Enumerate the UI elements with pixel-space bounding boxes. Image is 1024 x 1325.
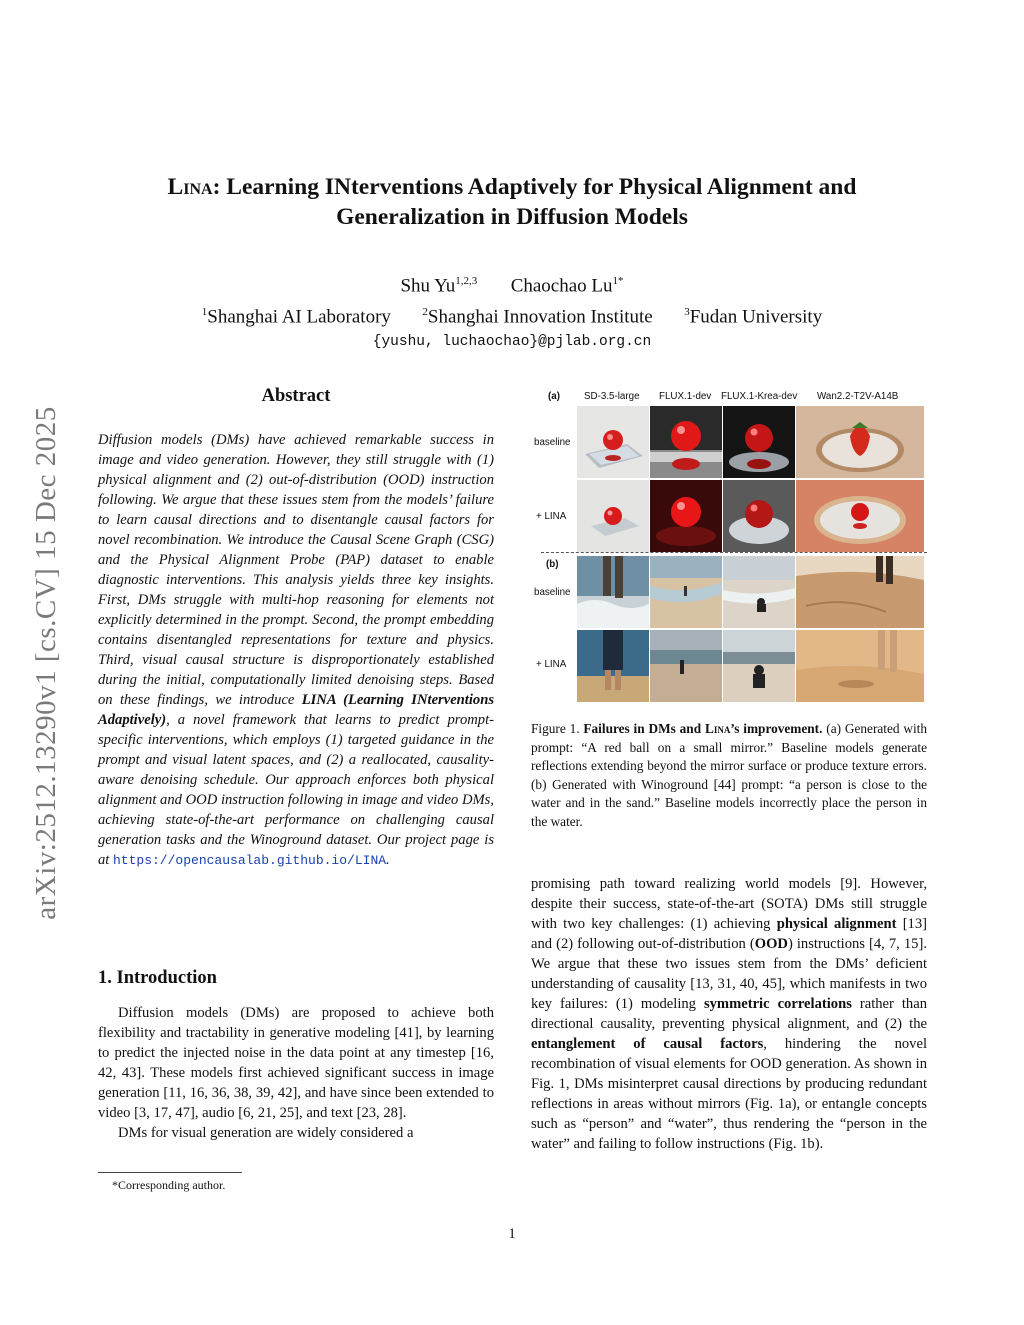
image-flux-krea-lina-ball: [723, 480, 795, 552]
column-label-flux-dev: FLUX.1-dev: [659, 391, 712, 402]
right-bold-3: symmetric correlations: [703, 996, 852, 1012]
affiliation-2: Shanghai Innovation Institute: [427, 306, 653, 328]
affiliations: [90, 299, 934, 330]
image-flux-dev-baseline-beach: [650, 556, 722, 628]
figure-1: [531, 388, 927, 706]
right-text-5: , hindering the novel recombination of visual elements for OOD generation. As shown in Fig. 1, DMs misinterpret causal directions by producing redundant reflections in areas without mirrors (Fig. 1a), or entangle concepts such as “person” and “water”, thus rendering the “person in the water” and failing to follow instructions (Fig. 1b).: [531, 1036, 927, 1152]
page-number: 1: [508, 1226, 516, 1242]
abstract-method-name: LINA (Learning INterventions Adaptively): [98, 692, 494, 728]
row-label-lina-b: + LINA: [536, 659, 567, 670]
project-page-link[interactable]: https://opencausalab.github.io/LINA: [113, 853, 387, 868]
intro-paragraph-1: Diffusion models (DMs) are proposed to achieve both flexibility and tractability in generative modeling [41], by learning to predict the injected noise in the data point at any timestep [16, 42, 43]. These models first achieved significant success in image generation [11, 16, 36, 38, 39, 42], and have since been extended to video [3, 17, 47], audio [6, 21, 25], and text [23, 28].: [98, 1005, 494, 1121]
image-flux-dev-lina-ball: [650, 480, 722, 552]
introduction-heading: 1. Introduction: [98, 968, 217, 988]
image-sd35-lina-beach: [577, 630, 649, 702]
panel-divider: [541, 552, 927, 553]
author-names: [90, 268, 934, 299]
caption-text: (a) Generated with prompt: “A red ball on a small mirror.” Baseline models generate reflections extending beyond the mirror surface or produce texture errors. (b) Generated with Winoground [44] prompt: “a person is close to the water and in the sand.” Baseline models incorrectly place the person in the water.: [531, 721, 928, 829]
right-text-3: ) instructions [4, 7, 15]. We argue that these two issues stem from the DMs’ deficient understanding of causality [13, 31, 40, 45], which manifests in two key failures: (1) modeling: [531, 936, 927, 1012]
image-sd35-baseline-ball: [577, 406, 649, 478]
right-bold-4: entanglement of causal factors: [531, 1036, 764, 1052]
panel-b-tag: (b): [546, 559, 559, 570]
image-wan-lina-ball: [796, 480, 924, 552]
right-bold-1: physical alignment: [776, 916, 897, 932]
paper-title: [90, 172, 934, 232]
affiliation-3: Fudan University: [689, 306, 823, 328]
image-wan-baseline-beach: [796, 556, 924, 628]
abstract-text-1: Diffusion models (DMs) have achieved remarkable success in image and video generation. However, they still struggle with (1) physical alignment and (2) out-of-distribution (OOD) instruction following. We argue that these issues stem from the models’ failure to learn causal directions and to disentangle causal factors for novel recombination. We introduce the Causal Scene Graph (CSG) and the Physical Alignment Probe (PAP) dataset to enable diagnostic interventions. This analysis yields three key insights. First, DMs struggle with multi-hop reasoning for elements not explicitly determined in the prompt. Second, the prompt embedding contains disentangled representations for texture and physics. Third, visual causal structure is disproportionately established during the initial, computationally limited denoising steps. Based on these findings, we introduce: [98, 432, 494, 708]
image-flux-krea-baseline-ball: [723, 406, 795, 478]
aff-3-mark: 3: [684, 306, 690, 319]
right-column-body: [531, 874, 927, 1154]
caption-label: Figure 1.: [531, 721, 580, 736]
title-method-name: Lina: [167, 174, 213, 200]
author-email: {yushu, luchaochao}@pjlab.org.cn: [372, 333, 652, 350]
title-line2: Generalization in Diffusion Models: [336, 204, 688, 230]
right-bold-2: OOD: [754, 936, 788, 952]
abstract-end: .: [386, 852, 390, 868]
author-1: Shu Yu: [400, 275, 456, 297]
caption-bold-b: ’s improvement.: [730, 721, 823, 736]
caption-method: Lina: [704, 721, 731, 736]
image-sd35-lina-ball: [577, 480, 649, 552]
author-2: Chaochao Lu: [510, 275, 613, 297]
caption-bold-a: Failures in DMs and: [583, 721, 705, 736]
author-1-affiliation: 1,2,3: [455, 275, 478, 287]
right-text-2: [13] and (2) following out-of-distribution (: [531, 916, 928, 952]
panel-a-tag: (a): [548, 391, 560, 402]
aff-2-mark: 2: [422, 306, 428, 319]
right-text-4: rather than directional causality, preventing physical alignment, and (2) the: [531, 996, 927, 1032]
aff-1-mark: 1: [201, 306, 208, 319]
right-text-1: promising path toward realizing world models [9]. However, despite their success, state-of-the-art (SOTA) DMs still struggle with two key challenges: (1) achieving: [531, 876, 927, 932]
column-label-sd35: SD-3.5-large: [584, 391, 640, 402]
image-flux-krea-lina-beach: [723, 630, 795, 702]
row-label-lina-a: + LINA: [536, 511, 567, 522]
introduction-body: [98, 1003, 494, 1143]
column-label-wan: Wan2.2-T2V-A14B: [817, 391, 899, 402]
abstract-text-2: , a novel framework that learns to predict prompt-specific interventions, which employs (1) targeted guidance in the prompt and visual latent spaces, and (2) a reallocated, causality-aware denoising schedule. Our approach enforces both physical alignment and OOD instruction following in image and video DMs, achieving state-of-the-art performance on challenging causal generation tasks and the Winoground dataset. Our project page is at: [98, 712, 494, 868]
row-label-baseline-b: baseline: [534, 587, 571, 598]
image-wan-baseline-strawberry: [796, 406, 924, 478]
abstract-heading: Abstract: [261, 386, 331, 406]
footnote: *Corresponding author.: [112, 1178, 226, 1192]
arxiv-identifier-stamp: arXiv:2512.13290v1 [cs.CV] 15 Dec 2025: [30, 406, 62, 920]
title-line1: : Learning INterventions Adaptively for Physical Alignment and: [212, 174, 857, 200]
footnote-rule: [98, 1172, 242, 1173]
image-flux-krea-baseline-beach: [723, 556, 795, 628]
author-2-affiliation: 1*: [612, 275, 624, 287]
affiliation-1: Shanghai AI Laboratory: [207, 306, 391, 328]
column-label-flux-krea: FLUX.1-Krea-dev: [721, 391, 798, 402]
image-sd35-baseline-beach: [577, 556, 649, 628]
image-flux-dev-lina-beach: [650, 630, 722, 702]
abstract-body: [98, 430, 494, 871]
intro-paragraph-2: DMs for visual generation are widely considered a: [118, 1125, 414, 1141]
figure-1-caption: [531, 720, 927, 831]
image-wan-lina-beach: [796, 630, 924, 702]
author-block: [90, 268, 934, 353]
row-label-baseline-a: baseline: [534, 437, 571, 448]
image-flux-dev-baseline-ball: [650, 406, 722, 478]
